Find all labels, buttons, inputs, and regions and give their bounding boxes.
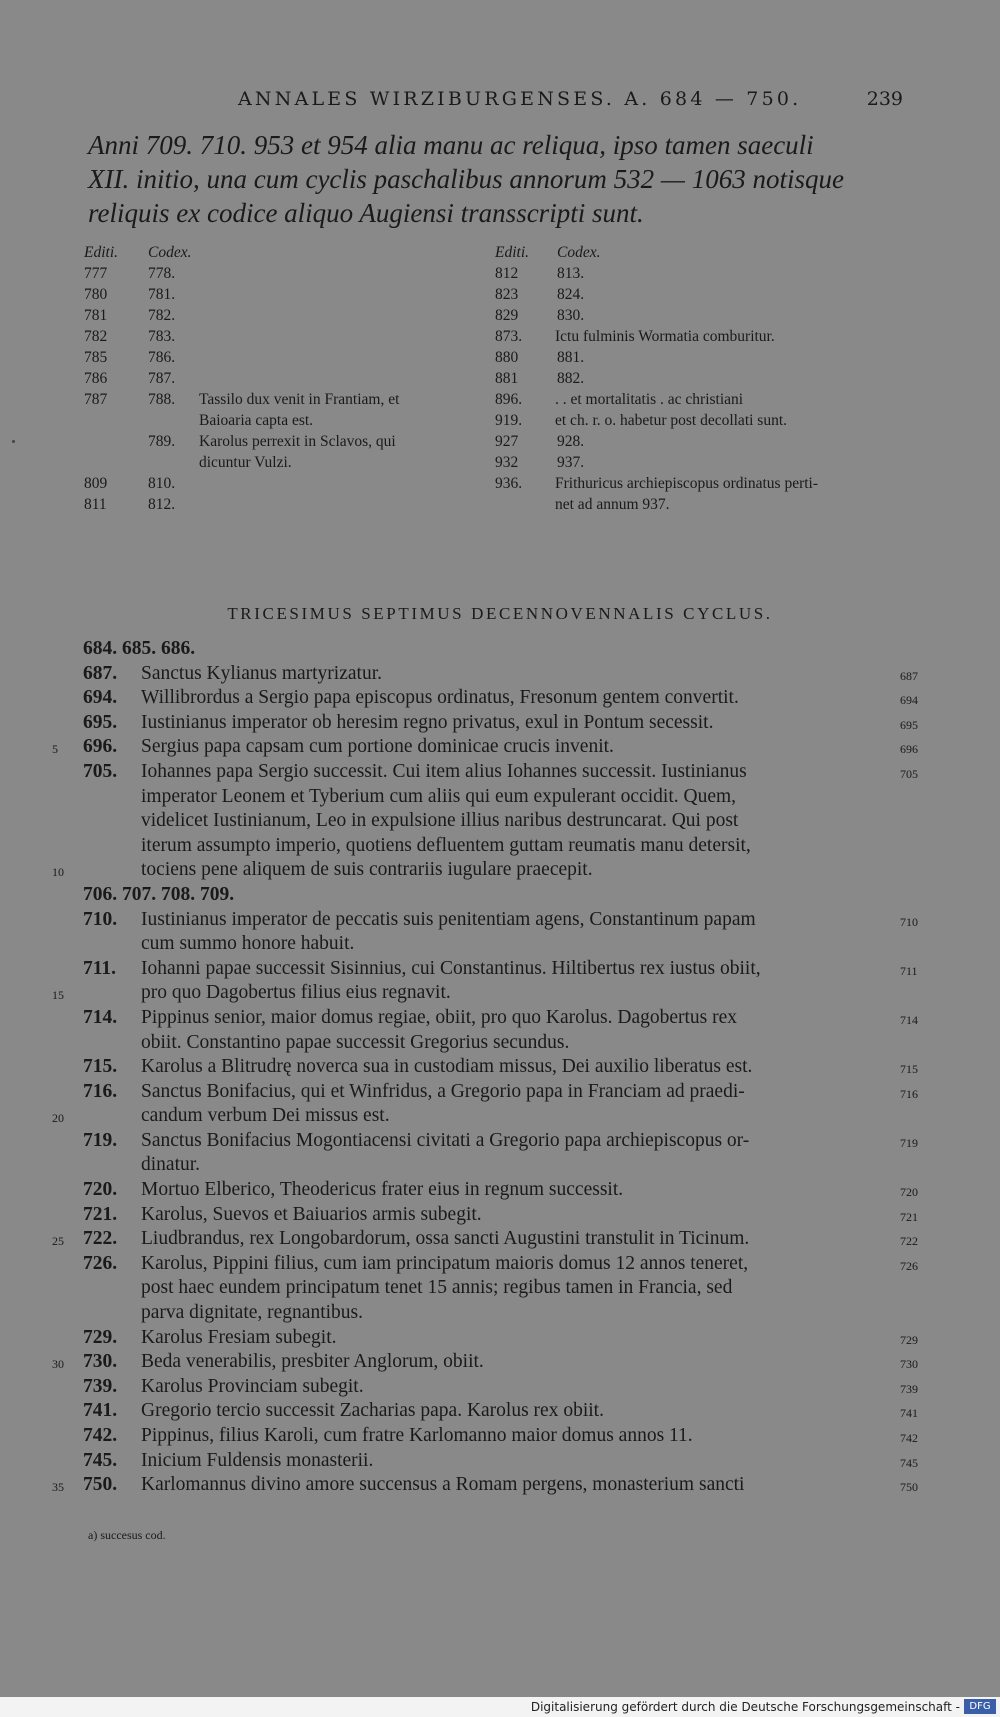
codex-header: Codex.	[557, 244, 601, 261]
line-number: 20	[52, 1111, 64, 1126]
codex-cell: 928.	[557, 433, 585, 450]
collation-row	[84, 265, 494, 286]
annal-line	[0, 1253, 1000, 1278]
note-cell: dicuntur Vulzi.	[199, 454, 292, 471]
margin-year: 742	[900, 1431, 918, 1445]
annal-text: Karolus, Pippini filius, cum iam principatum maioris domus 12 annos teneret,	[141, 1252, 749, 1274]
collation-row	[84, 349, 494, 370]
margin-year: 720	[900, 1185, 918, 1200]
annal-text: Iustinianus imperator de peccatis suis penitentiam agens, Constantinum papam	[141, 908, 756, 930]
editi-cell: 780	[84, 286, 108, 303]
editi-cell: 809	[84, 475, 108, 492]
margin-year: 722	[900, 1234, 918, 1249]
annal-line	[0, 1032, 1000, 1057]
editi-cell: 823	[495, 286, 519, 303]
margin-year: 710	[900, 914, 918, 929]
annal-year: 706. 707. 708. 709.	[83, 883, 235, 905]
codex-cell: 813.	[557, 265, 585, 282]
collation-row	[84, 475, 494, 496]
annal-text: Beda venerabilis, presbiter Anglorum, obiit.	[141, 1351, 484, 1373]
annal-year: 722.	[83, 1228, 118, 1250]
codex-cell: et ch. r. o. habetur post decollati sunt.	[555, 412, 788, 429]
annal-year: 719.	[83, 1129, 118, 1151]
annal-text: Pippinus, filius Karoli, cum fratre Karlomanno maior domus annos 11.	[141, 1425, 693, 1446]
annal-line	[0, 761, 1000, 786]
annal-text: Pippinus senior, maior domus regiae, obiit, pro quo Karolus. Dagobertus rex	[141, 1006, 738, 1028]
editi-cell: 781	[84, 307, 108, 324]
margin-year: 696	[900, 742, 918, 757]
margin-year: 739	[900, 1381, 918, 1396]
annal-text: Karolus a Blitrudrę noverca sua in custodiam missus, Dei auxilio liberatus est.	[141, 1056, 753, 1078]
note-cell: Karolus perrexit in Sclavos, qui	[199, 433, 396, 450]
collation-row	[495, 349, 915, 370]
annal-line	[0, 663, 1000, 688]
annal-line	[0, 958, 1000, 983]
editi-cell: 896.	[495, 391, 523, 408]
annal-year: 742.	[83, 1425, 118, 1446]
annal-text: Karolus Fresiam subegit.	[141, 1326, 337, 1348]
collation-head	[84, 244, 494, 265]
annal-year: 695.	[83, 711, 118, 733]
codex-cell: net ad annum 937.	[555, 496, 670, 513]
editi-cell: 811	[84, 496, 107, 513]
annal-line	[0, 982, 1000, 1007]
running-title: ANNALES WIRZIBURGENSES. A. 684 — 750.	[238, 88, 802, 110]
intro-line: reliquis ex codice aliquo Augiensi transscripti sunt.	[88, 198, 644, 228]
line-number: 5	[52, 742, 58, 757]
collation-row	[495, 496, 915, 517]
annal-year: 721.	[83, 1203, 118, 1225]
margin-year: 687	[900, 668, 918, 683]
collation-row	[84, 454, 494, 475]
annal-line	[0, 933, 1000, 958]
collation-table-left	[84, 244, 494, 517]
annal-year: 745.	[83, 1449, 118, 1471]
collation-row	[84, 370, 494, 391]
collation-row	[495, 475, 915, 496]
annal-line	[0, 1204, 1000, 1229]
annal-text: Karolus Provinciam subegit.	[141, 1375, 364, 1397]
editi-cell: 782	[84, 328, 108, 345]
annal-line	[0, 687, 1000, 712]
margin-year: 716	[900, 1086, 918, 1101]
codex-cell: 824.	[557, 286, 585, 303]
annal-year: 694.	[83, 687, 118, 709]
margin-year: 730	[900, 1357, 918, 1372]
dfg-logo: DFG	[964, 1699, 996, 1714]
intro-line: Anni 709. 710. 953 et 954 alia manu ac reliqua, ipso tamen saeculi	[88, 130, 814, 160]
annal-line	[0, 1425, 1000, 1450]
annals-text	[0, 638, 1000, 1499]
collation-row	[84, 328, 494, 349]
annal-line	[0, 786, 1000, 811]
annal-text: obiit. Constantino papae successit Gregorius secundus.	[141, 1031, 570, 1053]
margin-year: 729	[900, 1332, 918, 1347]
annal-line	[0, 1130, 1000, 1155]
collation-table-right	[495, 244, 915, 517]
intro-line: XII. initio, una cum cyclis paschalibus annorum 532 — 1063 notisque	[88, 164, 844, 194]
annal-line	[0, 884, 1000, 909]
margin-year: 714	[900, 1012, 918, 1027]
editi-cell: 873.	[495, 328, 523, 345]
annal-line	[0, 736, 1000, 761]
line-number: 25	[52, 1234, 64, 1249]
editi-cell: 936.	[495, 475, 523, 492]
annal-year: 726.	[83, 1252, 118, 1274]
collation-row	[495, 412, 915, 433]
annal-text: cum summo honore habuit.	[141, 933, 355, 955]
margin-year: 726	[900, 1258, 918, 1273]
annal-line	[0, 909, 1000, 934]
annal-line	[0, 1450, 1000, 1475]
codex-cell: 810.	[148, 475, 176, 492]
annal-text: tociens pene aliquem de suis contrariis iugulare praecepit.	[141, 859, 593, 881]
note-cell: Baioaria capta est.	[199, 412, 314, 429]
editi-cell: 829	[495, 307, 519, 324]
line-number: 10	[52, 865, 64, 880]
editi-header: Editi.	[495, 244, 530, 261]
annal-year: 730.	[83, 1351, 118, 1373]
annal-text: Sanctus Bonifacius Mogontiacensi civitati a Gregorio papa archiepiscopus or-	[141, 1129, 750, 1151]
annal-year: 739.	[83, 1375, 118, 1397]
annal-text: Sergius papa capsam cum portione dominicae crucis invenit.	[141, 736, 614, 758]
editi-cell: 777	[84, 265, 108, 282]
annal-year: 705.	[83, 760, 118, 782]
annal-line	[0, 1228, 1000, 1253]
annal-year: 720.	[83, 1179, 118, 1201]
collation-row	[84, 307, 494, 328]
annal-text: Gregorio tercio successit Zacharias papa. Karolus rex obiit.	[141, 1400, 604, 1422]
footer-bar	[0, 1697, 1000, 1717]
annal-line	[0, 1302, 1000, 1327]
annal-line	[0, 1400, 1000, 1425]
codex-cell: 781.	[148, 286, 176, 303]
annal-text: post haec eundem principatum tenet 15 annis; regibus tamen in Francia, sed	[141, 1277, 733, 1299]
margin-year: 750	[900, 1480, 918, 1495]
annal-line	[0, 1277, 1000, 1302]
annal-year: 741.	[83, 1400, 118, 1422]
running-header	[238, 88, 908, 118]
annal-year: 716.	[83, 1080, 118, 1102]
annal-line	[0, 810, 1000, 835]
codex-cell: Frithuricus archiepiscopus ordinatus perti-	[555, 475, 819, 492]
footnote: a) succesus cod.	[88, 1528, 166, 1542]
annal-year: 714.	[83, 1006, 118, 1028]
codex-cell: 789.	[148, 433, 176, 450]
collation-row	[495, 454, 915, 475]
annal-year: 687.	[83, 662, 118, 684]
annal-year: 750.	[83, 1474, 118, 1496]
codex-cell: 786.	[148, 349, 176, 366]
annal-text: Iohanni papae successit Sisinnius, cui Constantinus. Hiltibertus rex iustus obiit,	[141, 957, 761, 979]
annal-line	[0, 859, 1000, 884]
annal-year: 711.	[83, 957, 117, 979]
annal-text: Inicium Fuldensis monasterii.	[141, 1449, 374, 1471]
annal-text: Mortuo Elberico, Theodericus frater eius in regnum successit.	[141, 1179, 624, 1201]
codex-cell: 881.	[557, 349, 585, 366]
annal-year: 684. 685. 686.	[83, 638, 196, 659]
collation-row	[495, 286, 915, 307]
margin-year: 705	[900, 766, 918, 781]
editi-cell: 919.	[495, 412, 523, 429]
editi-cell: 880	[495, 349, 519, 366]
margin-year: 694	[900, 693, 918, 708]
editi-cell: 881	[495, 370, 519, 387]
collation-row	[84, 496, 494, 517]
margin-year: 721	[900, 1209, 918, 1224]
annal-line	[0, 1081, 1000, 1106]
annal-year: 729.	[83, 1326, 118, 1348]
annal-line	[0, 1105, 1000, 1130]
annal-text: videlicet Iustinianum, Leo in expulsione illius naribus destruncarat. Qui post	[141, 810, 739, 832]
editi-cell: 787	[84, 391, 108, 408]
codex-cell: . . et mortalitatis . ac christiani	[555, 391, 744, 408]
annal-line	[0, 1154, 1000, 1179]
annal-text: Iohannes papa Sergio successit. Cui item alius Iohannes successit. Iustinianus	[141, 760, 747, 782]
annal-text: parva dignitate, regnantibus.	[141, 1302, 364, 1324]
collation-head	[495, 244, 915, 265]
annal-year: 710.	[83, 908, 118, 930]
page-number: 239	[866, 88, 903, 110]
margin-year: 741	[900, 1406, 918, 1421]
codex-cell: 788.	[148, 391, 176, 408]
collation-row	[495, 307, 915, 328]
annal-text: Karlomannus divino amore succensus a Romam pergens, monasterium sancti	[141, 1474, 745, 1496]
annal-line	[0, 1351, 1000, 1376]
annal-text: Iustinianus imperator ob heresim regno privatus, exul in Pontum secessit.	[141, 711, 714, 733]
annal-text: Sanctus Kylianus martyrizatur.	[141, 662, 382, 684]
annal-line	[0, 1327, 1000, 1352]
codex-cell: 783.	[148, 328, 176, 345]
collation-row	[84, 391, 494, 412]
collation-row	[495, 328, 915, 349]
codex-cell: 830.	[557, 307, 585, 324]
line-number: 35	[52, 1480, 64, 1495]
collation-row	[84, 433, 494, 454]
line-number: 30	[52, 1357, 64, 1372]
collation-row	[84, 286, 494, 307]
annal-text: Liudbrandus, rex Longobardorum, ossa sancti Augustini transtulit in Ticinum.	[141, 1228, 750, 1250]
editi-cell: 812	[495, 265, 519, 282]
codex-cell: 812.	[148, 496, 176, 513]
scan-speck	[12, 440, 15, 443]
annal-line	[0, 1474, 1000, 1499]
margin-year: 745	[900, 1455, 918, 1470]
codex-cell: 782.	[148, 307, 176, 324]
codex-cell: 882.	[557, 370, 585, 387]
annal-line	[0, 1007, 1000, 1032]
codex-cell: 787.	[148, 370, 176, 387]
annal-text: Sanctus Bonifacius, qui et Winfridus, a Gregorio papa in Franciam ad praedi-	[141, 1080, 745, 1102]
annal-line	[0, 712, 1000, 737]
editi-header: Editi.	[84, 244, 119, 261]
collation-row	[495, 433, 915, 454]
annal-text: imperator Leonem et Tyberium cum aliis qui eum expulerant occidit. Quem,	[141, 785, 737, 807]
annal-line	[0, 835, 1000, 860]
intro-paragraph	[88, 128, 910, 230]
annal-line	[0, 638, 1000, 663]
annal-year: 715.	[83, 1056, 118, 1078]
editi-cell: 932	[495, 454, 519, 471]
annal-text: Willibrordus a Sergio papa episcopus ordinatus, Fresonum gentem convertit.	[141, 687, 739, 709]
annal-line	[0, 1376, 1000, 1401]
margin-year: 711	[900, 963, 918, 978]
codex-header: Codex.	[148, 244, 192, 261]
annal-text: candum verbum Dei missus est.	[141, 1105, 390, 1127]
annal-text: Karolus, Suevos et Baiuarios armis subegit.	[141, 1203, 482, 1225]
editi-cell: 785	[84, 349, 108, 366]
collation-row	[495, 370, 915, 391]
collation-row	[495, 391, 915, 412]
annal-text: pro quo Dagobertus filius eius regnavit.	[141, 982, 451, 1004]
collation-row	[495, 265, 915, 286]
annal-line	[0, 1056, 1000, 1081]
margin-year: 719	[900, 1135, 918, 1150]
editi-cell: 927	[495, 433, 519, 450]
annal-line	[0, 1179, 1000, 1204]
line-number: 15	[52, 988, 64, 1003]
collation-row	[84, 412, 494, 433]
codex-cell: 937.	[557, 454, 585, 471]
annal-year: 696.	[83, 736, 118, 758]
margin-year: 695	[900, 717, 918, 732]
section-title: TRICESIMUS SEPTIMUS DECENNOVENNALIS CYCLUS.	[227, 604, 773, 623]
codex-cell: 778.	[148, 265, 176, 282]
note-cell: Tassilo dux venit in Frantiam, et	[199, 391, 400, 408]
editi-cell: 786	[84, 370, 108, 387]
margin-year: 715	[900, 1062, 918, 1077]
annal-text: iterum assumpto imperio, quotiens defluentem guttam reumatis manu detersit,	[141, 834, 751, 856]
funding-note: Digitalisierung gefördert durch die Deutsche Forschungsgemeinschaft -	[530, 1700, 960, 1714]
codex-cell: Ictu fulminis Wormatia comburitur.	[555, 328, 775, 345]
annal-text: dinatur.	[141, 1154, 201, 1176]
